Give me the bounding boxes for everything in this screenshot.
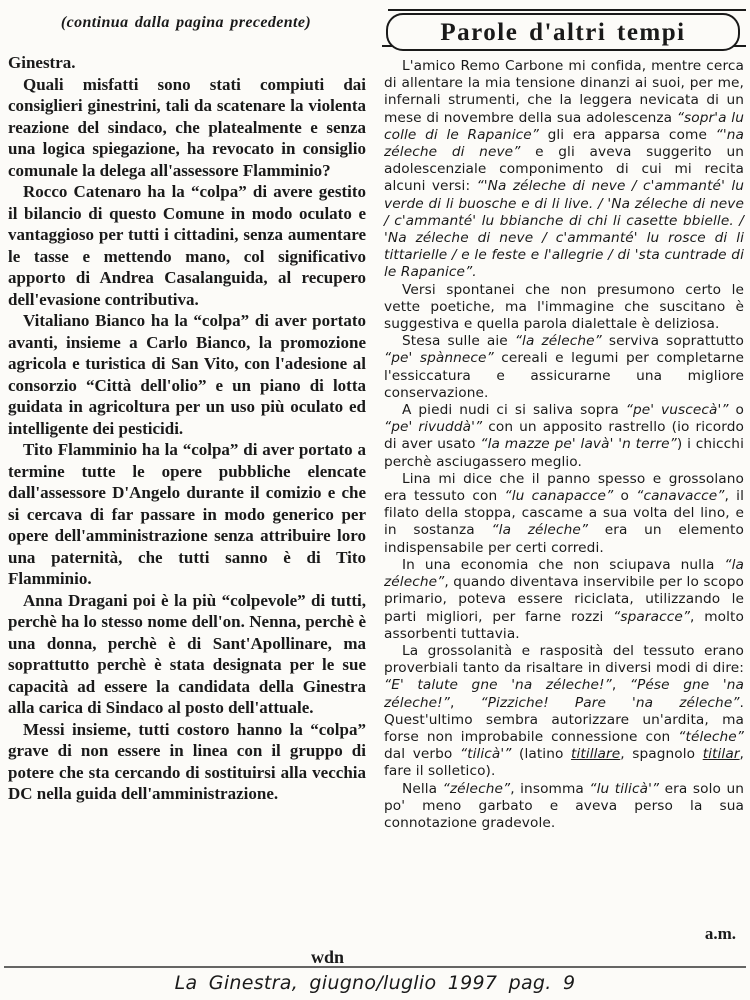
paragraph: Stesa sulle aie “la zéleche” serviva soprattutto “pe' spànnece” cereali e legumi per completarne l'essiccatura e assicurarne una migliore conservazione.: [384, 333, 745, 401]
left-column-signature: wdn: [310, 947, 344, 967]
paragraph: Quali misfatti sono stati compiuti dai consiglieri ginestrini, tali da scatenare la violenta reazione del sindaco, che platealmente e senza una logica spiegazione, ha revocato in consiglio comunale la delega all'assessore Flamminio?: [8, 74, 366, 180]
right-column: [384, 58, 744, 832]
paragraph: A piedi nudi ci si saliva sopra “pe' vuscecà'” o “pe' rivuddà'” con un apposito rastrello (io ricordo di aver usato “la mazze pe' lavà' 'n terre”) i chicchi perchè asciugassero meglio.: [384, 402, 744, 470]
footer-rule: [4, 966, 746, 968]
continuation-note: (continua dalla pagina precedente): [60, 14, 312, 31]
paragraph: Tito Flamminio ha la “colpa” di aver portato a termine tutte le opere pubbliche elencate dall'assessore D'Angelo durante il comizio e che si cercava di far passare in modo generico per opere dell'amministrazione senza attribuire loro una paternità, che tutti sanno è di Tito Flamminio.: [8, 440, 366, 588]
paragraph: La grossolanità e rasposità del tessuto erano proverbiali tanto da risaltare in diversi modi di dire: “E' talute gne 'na zéleche!”, “Pése gne 'na zéleche!”, “Pizziche! Pare 'na zéleche”. Quest'ultimo sembra autorizzare un'ardita, ma forse non improbabile connessione con “téleche” dal verbo “tilicà'” (latino titillare, spagnolo titilar, fare il solletico).: [384, 642, 744, 780]
paragraph: In una economia che non sciupava nulla “la zéleche”, quando diventava inservibile per lo scopo primario, poteva essere riciclata, utilizzando le parti migliori, per farne rozzi “sparacce”, molto assorbenti tuttavia.: [384, 556, 744, 642]
paragraph: Vitaliano Bianco ha la “colpa” di aver portato avanti, insieme a Carlo Bianco, la promozione agricola e turistica di San Vito, con l'adesione al consorzio “Città dell'olio” e un piano di lotta guidata in agricoltura per un uso più oculato ed intelligente dei pesticidi.: [8, 311, 366, 438]
header-rule-top: [388, 9, 746, 11]
paragraph: Versi spontanei che non presumono certo le vette poetiche, ma l'immagine che suscitano è suggestiva e quella parola dialettale è deliziosa.: [384, 281, 744, 333]
paragraph: Rocco Catenaro ha la “colpa” di avere gestito il bilancio di questo Comune in modo oculato e vantaggioso per tutti i cittadini, senza aumentare le tasse e mettendo mano, col significativo apporto di Andrea Casalanguida, al recupero dell'evasione contributiva.: [8, 182, 366, 309]
paragraph: L'amico Remo Carbone mi confida, mentre cerca di allentare la mia tensione dinanzi ai suoi, per me, infernali strumenti, che la leggera nevicata di un mese di novembre della sua adolescenza “sopr'a lu colle di le Rapanice” gli era apparsa come “'na zéleche di neve” e gli aveva suggerito un adolescenziale componimento di cui mi recita alcuni versi: “'Na zéleche di neve / c'ammanté' lu verde di li buosche e di li live. / 'Na zéleche di neve / c'ammanté' lu bbianche di chi li casette bbielle. / 'Na zéleche di neve / c'ammanté' lu rosce di li tittarielle / e le feste e l'allegrie / di 'sta cuntrade di le Rapanice”.: [384, 58, 745, 281]
paragraph: Lina mi dice che il panno spesso e grossolano era tessuto con “lu canapacce” o “canavacce”, il filato della stoppa, cascame a sua volta del lino, e in sostanza “la zéleche” era un elemento indispensabile per certi corredi.: [384, 470, 744, 556]
footer-caption: La Ginestra, giugno/luglio 1997 pag. 9: [174, 972, 576, 994]
section-header: [382, 6, 746, 54]
paragraph: Nella “zéleche”, insomma “lu tilicà'” era solo un po' meno garbato e aveva perso la sua connotazione gradevole.: [384, 780, 744, 831]
paragraph: Ginestra.: [8, 53, 76, 72]
paragraph: Messi insieme, tutti costoro hanno la “colpa” grave di non essere in linea con il gruppo di potere che sta cercando di sostituirsi alla vecchia DC nella guida dell'amministrazione.: [8, 719, 366, 803]
left-column: [8, 52, 366, 805]
section-title-box: [386, 13, 740, 51]
section-title: Parole d'altri tempi: [440, 18, 686, 46]
paragraph: Anna Dragani poi è la più “colpevole” di tutti, perchè ha lo stesso nome dell'on. Nenna, perchè è una donna, perchè è di Sant'Apollinare, ma soprattutto perchè è stata designata per le sue capacità ad essere la candidata della Ginestra alla carica di Sindaco al posto dell'attuale.: [8, 590, 366, 717]
right-column-signature: a.m.: [704, 924, 736, 943]
